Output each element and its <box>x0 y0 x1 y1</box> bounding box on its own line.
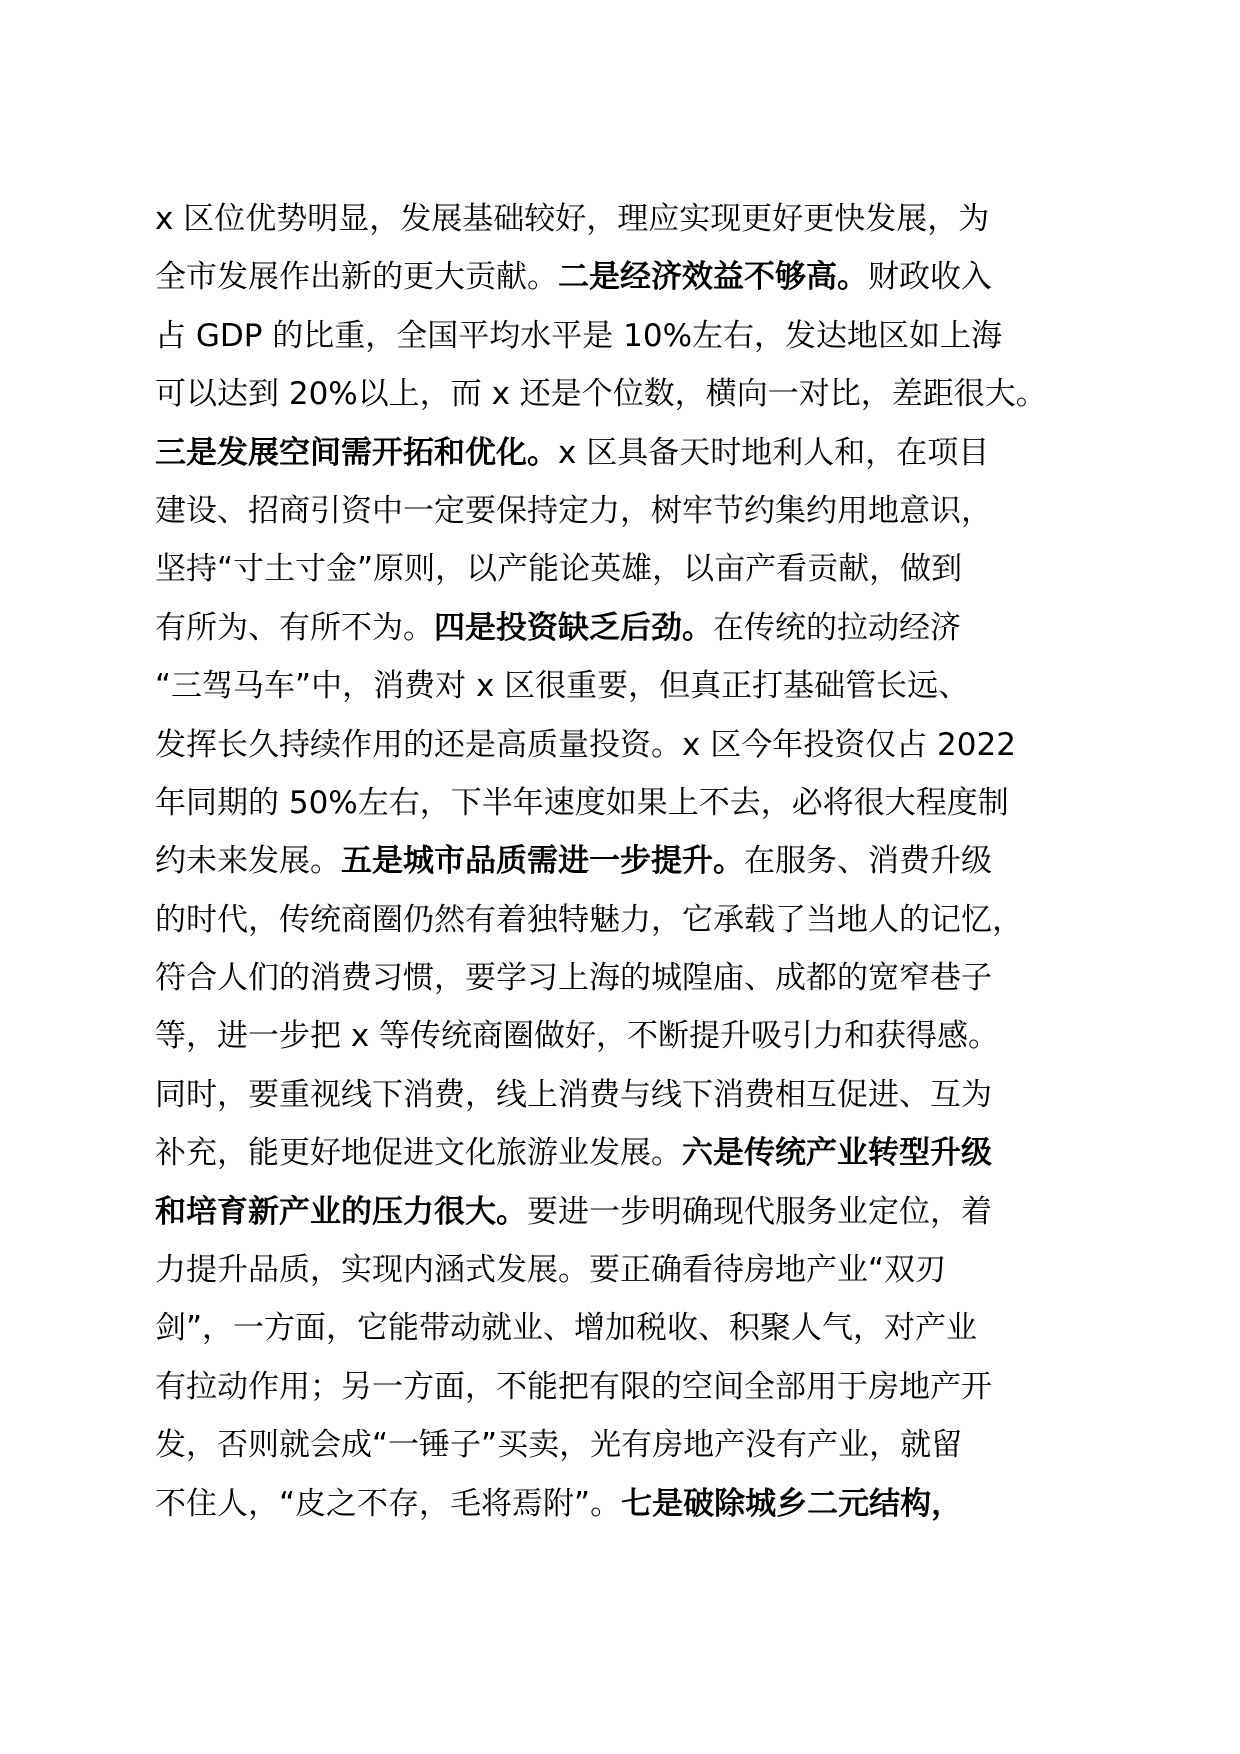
text-segment: 要进一步明确现代服务业定位，着 <box>527 1193 992 1230</box>
text-line <box>155 1007 1095 1065</box>
text-segment: 全市发展作出新的更大贡献。 <box>155 259 558 296</box>
text-segment: 建设、招商引资中一定要保持定力，树牢节约集约用地意识， <box>155 492 992 529</box>
text-segment: 可以达到 20%以上，而 x 还是个位数，横向一对比，差距很大。 <box>155 376 1047 413</box>
text-segment: x 区具备天时地利人和，在项目 <box>558 434 990 471</box>
text-line <box>155 365 1095 423</box>
text-segment: 在传统的拉动经济 <box>713 609 961 646</box>
text-segment: “三驾马车”中，消费对 x 区很重要，但真正打基础管长远、 <box>155 668 970 705</box>
text-segment: x 区位优势明显，发展基础较好，理应实现更好更快发展，为 <box>155 201 990 237</box>
text-line <box>155 1475 1095 1533</box>
text-segment: 等，进一步把 x 等传统商圈做好，不断提升吸引力和获得感。 <box>155 1018 1000 1055</box>
text-line <box>155 1416 1095 1474</box>
bold-text-segment: 六是传统产业转型升级 <box>682 1135 992 1172</box>
text-line <box>155 424 1095 482</box>
text-segment: 补充，能更好地促进文化旅游业发展。 <box>155 1135 682 1172</box>
text-line <box>155 891 1095 949</box>
document-body <box>155 190 1095 1533</box>
text-segment: 有所为、有所不为。 <box>155 609 434 646</box>
bold-text-segment: 七是破除城乡二元结构， <box>621 1485 963 1522</box>
text-segment: 不住人，“皮之不存，毛将焉附”。 <box>155 1485 622 1522</box>
text-segment: 占 GDP 的比重，全国平均水平是 10%左右，发达地区如上海 <box>155 317 1003 354</box>
text-line <box>155 482 1095 540</box>
text-line <box>155 1124 1095 1182</box>
text-segment: 财政收入 <box>868 259 992 296</box>
bold-text-segment: 二是经济效益不够高。 <box>558 259 868 296</box>
text-segment: 约未来发展。 <box>155 843 341 880</box>
text-line <box>155 1066 1095 1124</box>
text-line <box>155 716 1095 774</box>
text-segment: 发，否则就会成“一锤子”买卖，光有房地产没有产业，就留 <box>155 1427 963 1464</box>
text-line <box>155 248 1095 306</box>
text-segment: 发挥长久持续作用的还是高质量投资。x 区今年投资仅占 2022 <box>155 726 1016 763</box>
text-line <box>155 307 1095 365</box>
text-segment: 同时，要重视线下消费，线上消费与线下消费相互促进、互为 <box>155 1076 992 1113</box>
text-line <box>155 190 1095 248</box>
text-line <box>155 540 1095 598</box>
bold-text-segment: 四是投资缺乏后劲。 <box>434 609 713 646</box>
text-line <box>155 599 1095 657</box>
text-line <box>155 1358 1095 1416</box>
text-segment: 力提升品质，实现内涵式发展。要正确看待房地产业“双刃 <box>155 1252 947 1289</box>
text-segment: 在服务、消费升级 <box>744 843 992 880</box>
text-line <box>155 1183 1095 1241</box>
text-segment: 符合人们的消费习惯，要学习上海的城隍庙、成都的宽窄巷子 <box>155 960 992 997</box>
bold-text-segment: 和培育新产业的压力很大。 <box>155 1193 527 1230</box>
text-line <box>155 1299 1095 1357</box>
text-line <box>155 774 1095 832</box>
text-line <box>155 1241 1095 1299</box>
text-segment: 有拉动作用；另一方面，不能把有限的空间全部用于房地产开 <box>155 1368 992 1405</box>
text-segment: 剑”，一方面，它能带动就业、增加税收、积聚人气，对产业 <box>155 1310 978 1347</box>
text-segment: 的时代，传统商圈仍然有着独特魅力，它承载了当地人的记忆， <box>155 901 1023 938</box>
bold-text-segment: 三是发展空间需开拓和优化。 <box>155 434 558 471</box>
text-segment: 坚持“寸土寸金”原则，以产能论英雄，以亩产看贡献，做到 <box>155 551 963 588</box>
text-line <box>155 949 1095 1007</box>
bold-text-segment: 五是城市品质需进一步提升。 <box>341 843 744 880</box>
text-segment: 年同期的 50%左右，下半年速度如果上不去，必将很大程度制 <box>155 784 1009 821</box>
text-line <box>155 657 1095 715</box>
text-line <box>155 832 1095 890</box>
